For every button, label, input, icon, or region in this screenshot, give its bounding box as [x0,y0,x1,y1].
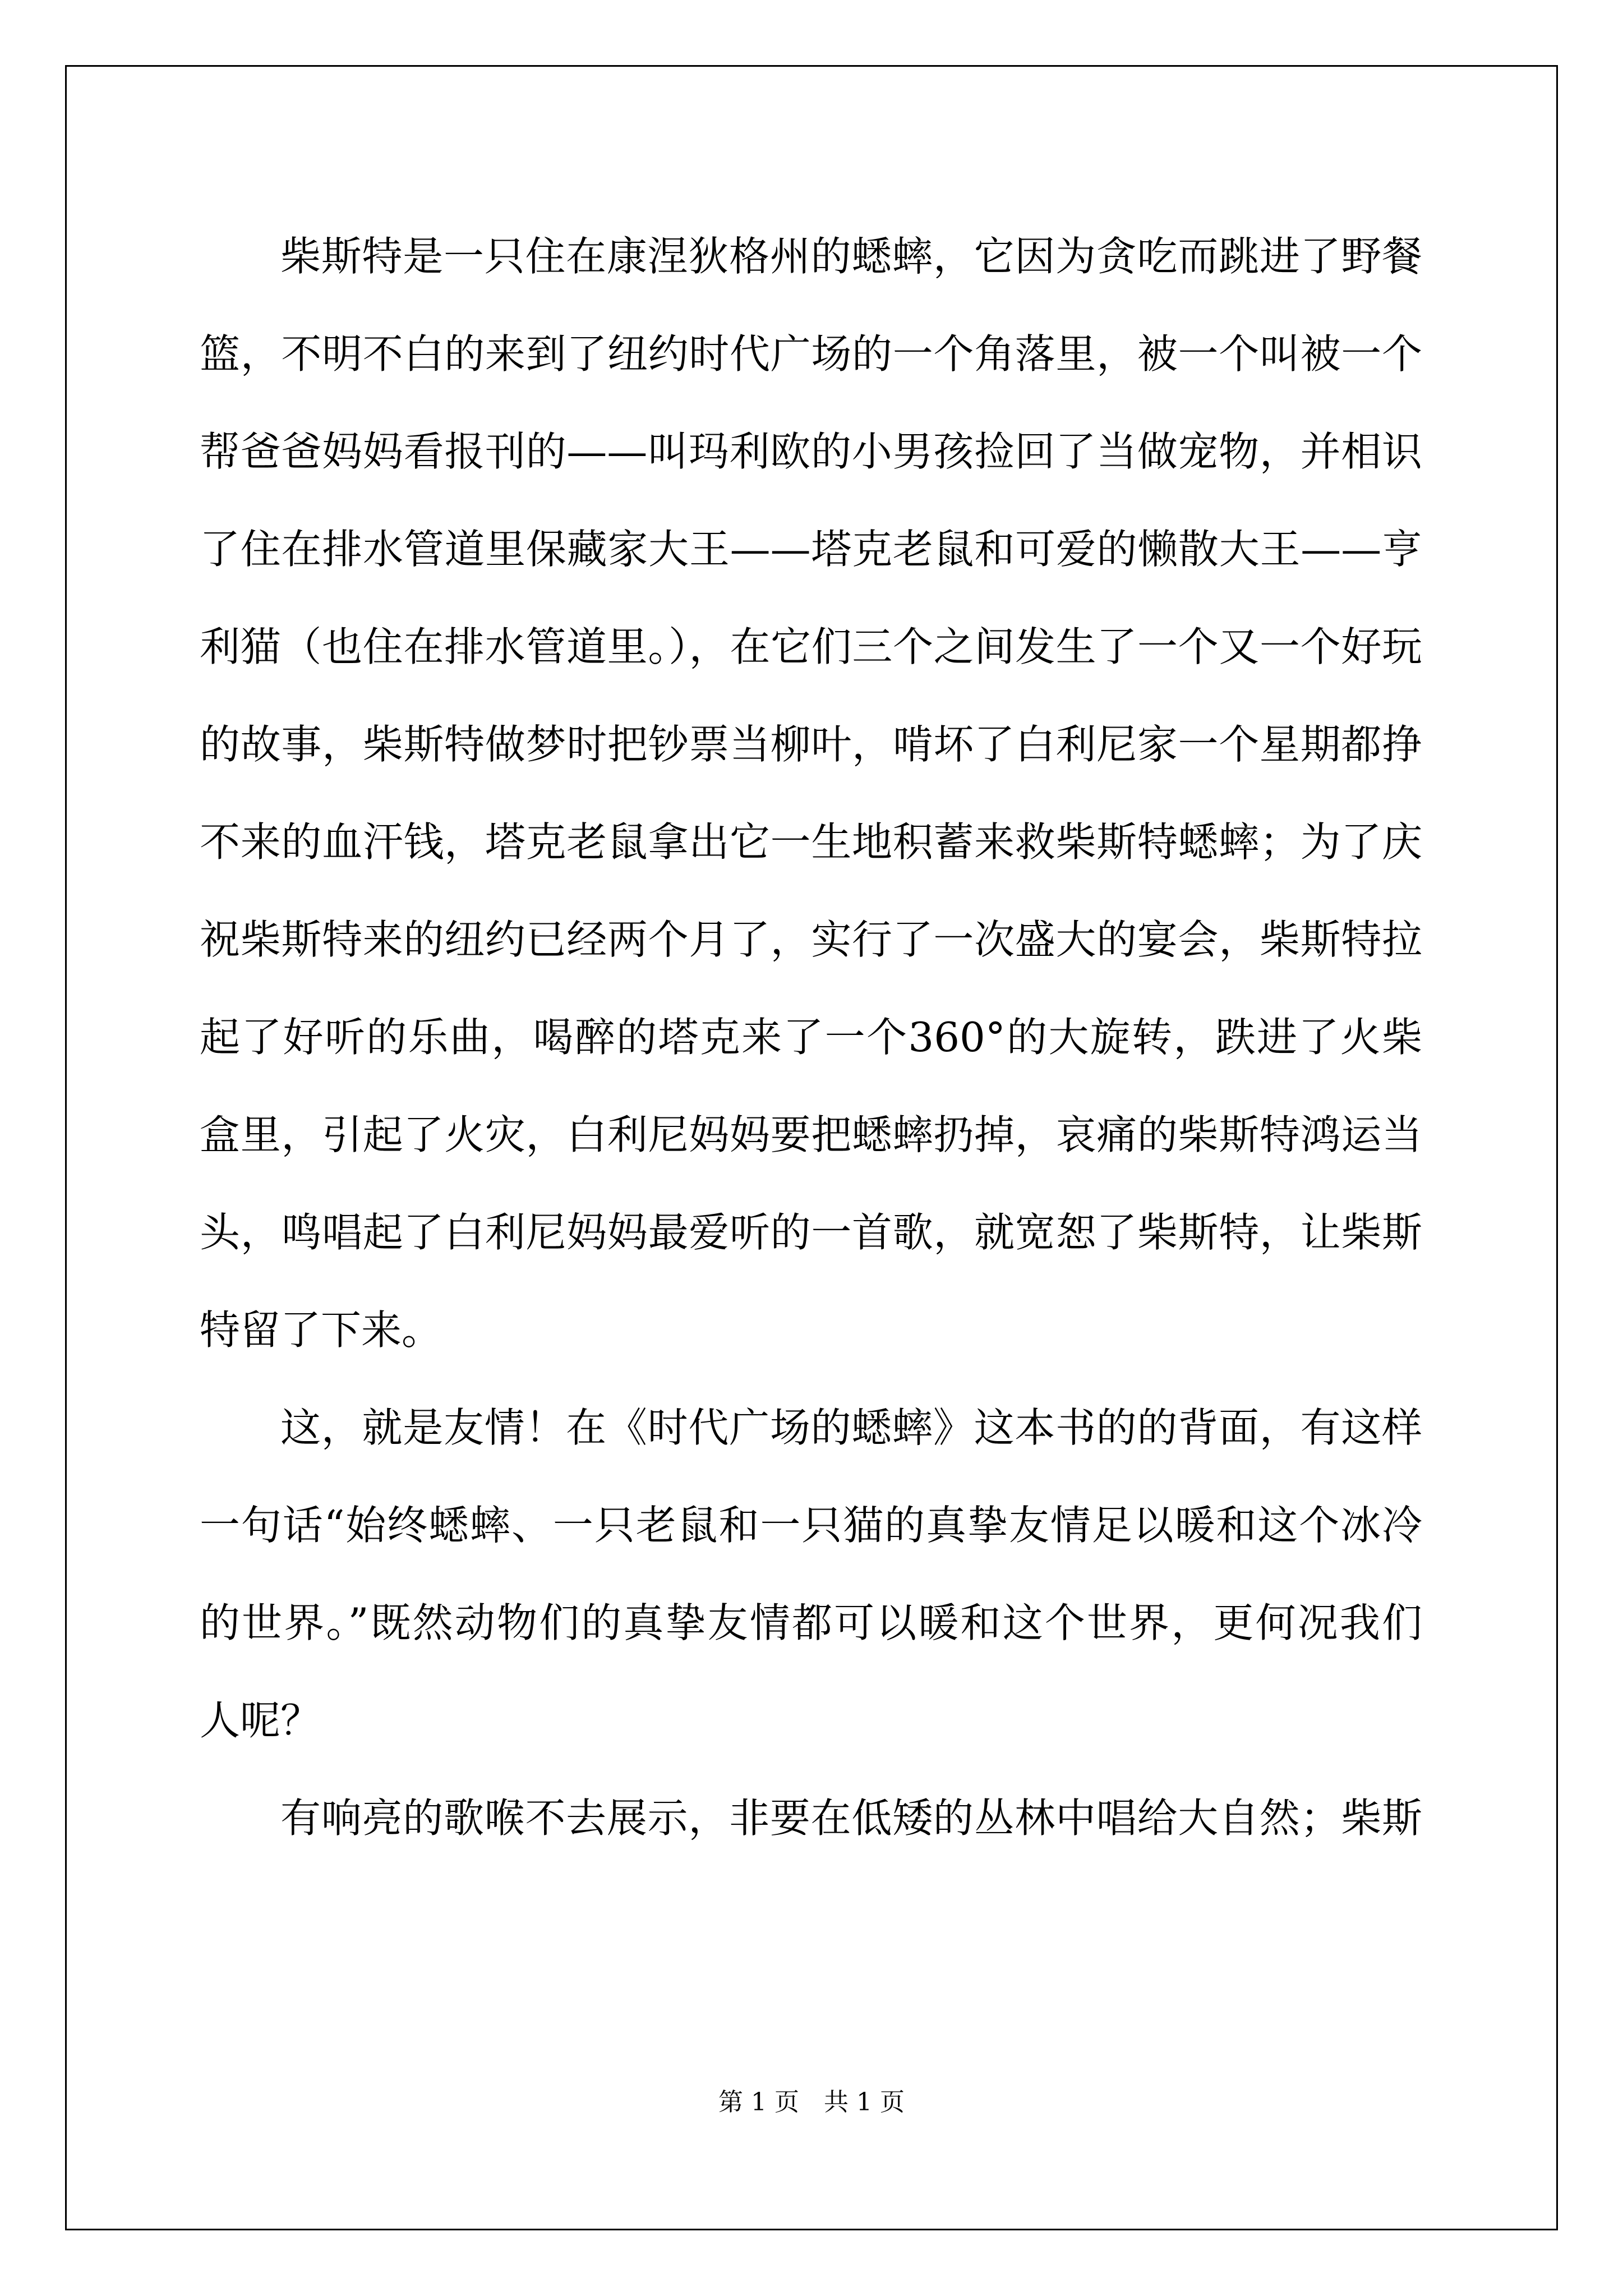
paragraph-2-line-4: 人呢？ [200,1697,321,1744]
paragraph-1-line-4: 了住在排水管道里保藏家大王——塔克老鼠和可爱的懒散大王——亨 [200,526,1422,573]
paragraph-1-line-11: 头，鸣唱起了白利尼妈妈最爱听的一首歌，就宽恕了柴斯特，让柴斯 [200,1209,1422,1256]
paragraph-1-line-2: 篮，不明不白的来到了纽约时代广场的一个角落里，被一个叫被一个 [200,330,1422,378]
paragraph-1-line-7: 不来的血汗钱，塔克老鼠拿出它一生地积蓄来救柴斯特蟋蟀；为了庆 [200,818,1422,866]
paragraph-2-line-3: 的世界。”既然动物们的真挚友情都可以暖和这个世界，更何况我们 [200,1599,1422,1646]
document-body [200,208,1422,1867]
paragraph-2-line-2: 一句话“始终蟋蟀、一只老鼠和一只猫的真挚友情足以暖和这个冰冷 [200,1502,1422,1549]
paragraph-1-line-6: 的故事，柴斯特做梦时把钞票当柳叶，啃坏了白利尼家一个星期都挣 [200,721,1422,768]
paragraph-1-line-9: 起了好听的乐曲，喝醉的塔克来了一个360°的大旋转，跌进了火柴 [200,1014,1422,1061]
page-footer: 第 1 页 共 1 页 [718,2088,905,2116]
paragraph-1-line-1: 柴斯特是一只住在康涅狄格州的蟋蟀，它因为贪吃而跳进了野餐 [280,233,1422,280]
paragraph-3-line-1: 有响亮的歌喉不去展示，非要在低矮的丛林中唱给大自然；柴斯 [280,1795,1422,1842]
paragraph-1-line-5: 利猫（也住在排水管道里。），在它们三个之间发生了一个又一个好玩 [200,623,1422,670]
paragraph-1-line-3: 帮爸爸妈妈看报刊的——叫玛利欧的小男孩捡回了当做宠物，并相识 [200,428,1422,475]
paragraph-1-line-8: 祝柴斯特来的纽约已经两个月了，实行了一次盛大的宴会，柴斯特拉 [200,916,1422,963]
paragraph-1-line-10: 盒里，引起了火灾，白利尼妈妈要把蟋蟀扔掉，哀痛的柴斯特鸿运当 [200,1111,1422,1158]
paragraph-1-line-12: 特留了下来。 [200,1306,442,1354]
paragraph-2-line-1: 这，就是友情！在《时代广场的蟋蟀》这本书的的背面，有这样 [280,1404,1422,1451]
